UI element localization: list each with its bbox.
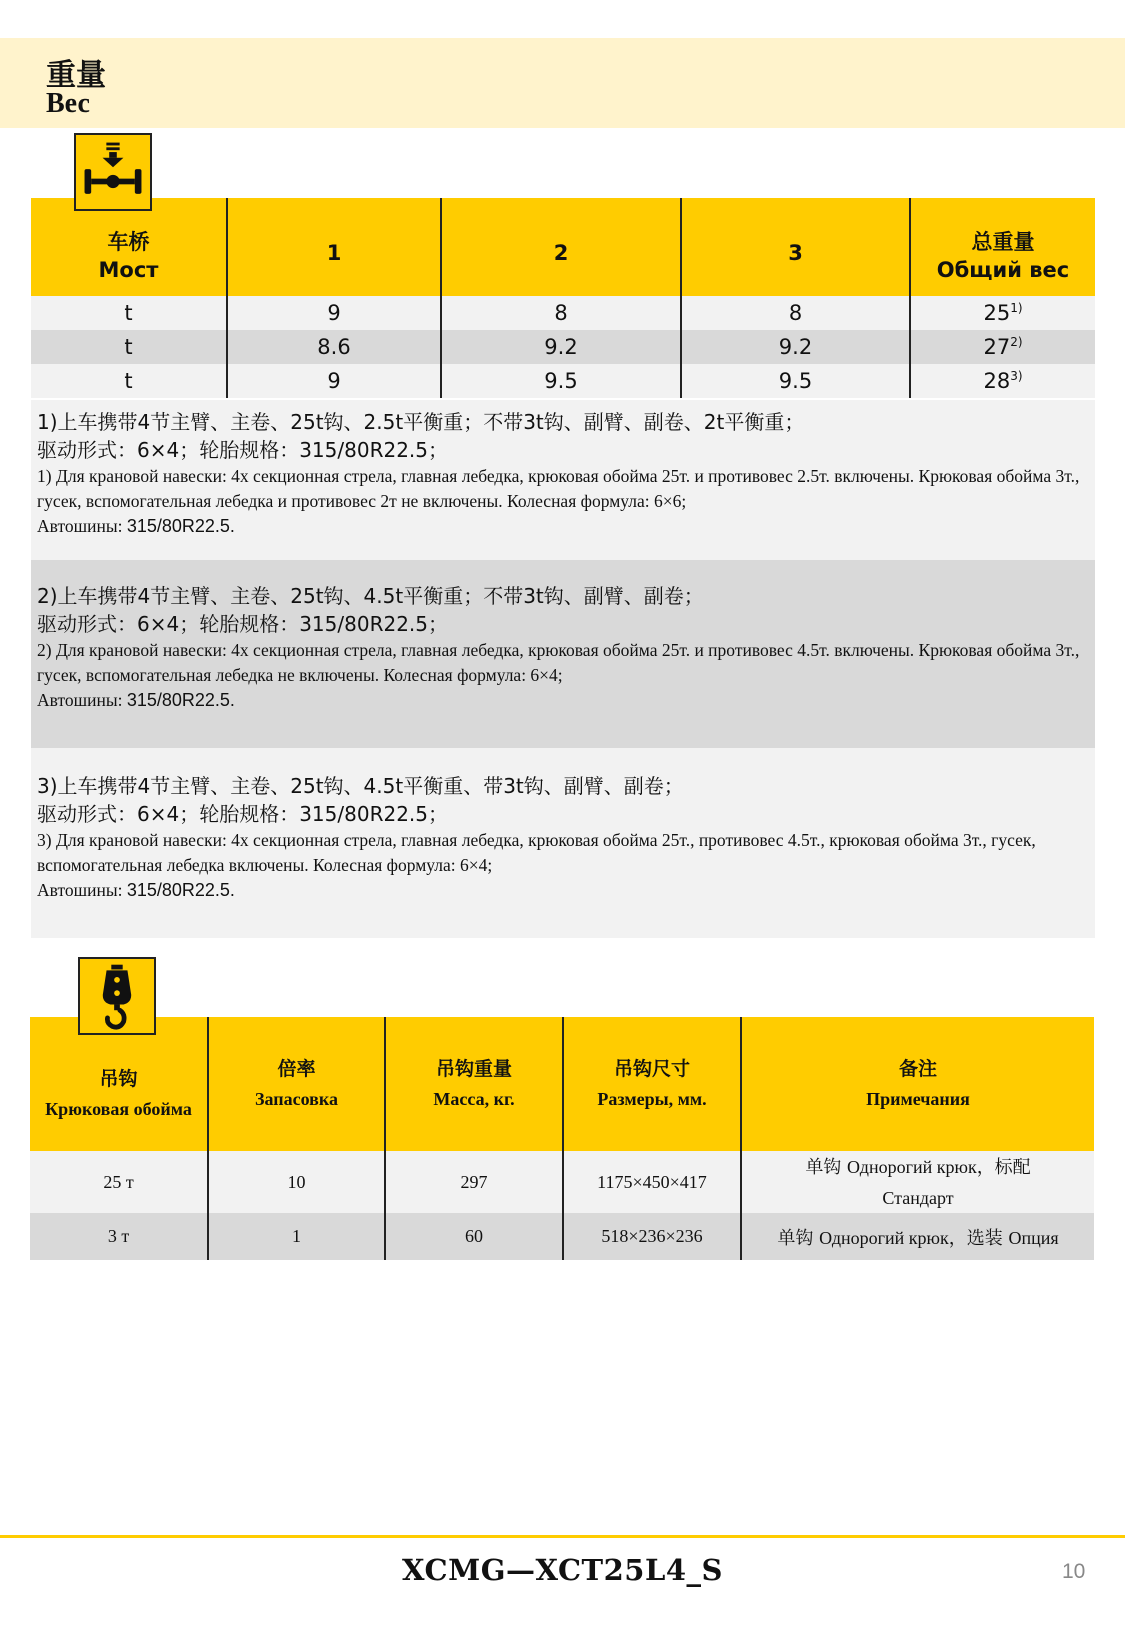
cell-axle-2: 9.2 — [441, 330, 681, 364]
note-1-cn-line2: 驱动形式：6×4；轮胎规格：315/80R22.5； — [37, 438, 448, 462]
cell-unit: t — [31, 330, 227, 364]
total-value: 28 — [983, 369, 1011, 393]
cell-total — [910, 330, 1095, 364]
note-3 — [31, 748, 1095, 938]
header-hook — [30, 1017, 208, 1151]
cell-axle-3: 9.2 — [681, 330, 910, 364]
note-3-ru — [37, 828, 1089, 903]
header-axle-cn: 车桥 — [107, 230, 150, 254]
hook-block-table — [30, 1017, 1094, 1260]
header-size-cn: 吊钩尺寸 — [613, 1058, 690, 1080]
page-title-cn: 重量 — [46, 58, 106, 93]
note-2-ru-text: 2) Для крановой навески: 4х секционная стрела, главная лебедка, крюковая обойма 25т. и противовес 4.5т. включены. Крюковая обойма 3т., гусек, вспомогательная лебедка не включены. Колесная формула: 6×4; — [37, 640, 1080, 685]
note-1-tires-label: Автошины: — [37, 516, 127, 536]
table-row — [30, 1151, 1094, 1213]
axle-table-header — [31, 198, 1095, 296]
remark-ru: Однорогий крюк — [819, 1227, 949, 1248]
cell-axle-1: 9 — [227, 296, 441, 330]
axle-weight-icon — [74, 133, 152, 211]
cell-axle-1: 9 — [227, 364, 441, 398]
cell-hook: 25 т — [30, 1151, 208, 1213]
header-hook-cn: 吊钩 — [99, 1068, 138, 1090]
cell-total — [910, 364, 1095, 398]
note-1-cn-line1: 1)上车携带4节主臂、主卷、25t钩、2.5t平衡重；不带3t钩、副臂、副卷、2t平衡重； — [37, 410, 805, 434]
note-2-cn-line1: 2)上车携带4节主臂、主卷、25t钩、4.5t平衡重；不带3t钩、副臂、副卷； — [37, 584, 704, 608]
page-number: 10 — [1062, 1560, 1086, 1583]
cell-size: 1175×450×417 — [563, 1151, 741, 1213]
note-3-tires-label: Автошины: — [37, 880, 127, 900]
header-total-weight — [910, 198, 1095, 296]
cell-mass: 60 — [385, 1213, 563, 1260]
remark-cn-option: ，选装 — [948, 1227, 1009, 1249]
note-3-cn-line2: 驱动形式：6×4；轮胎规格：315/80R22.5； — [37, 802, 448, 826]
cell-reeving: 10 — [208, 1151, 385, 1213]
header-remarks-cn: 备注 — [898, 1058, 937, 1080]
cell-total — [910, 296, 1095, 330]
header-reeving-cn: 倍率 — [277, 1058, 316, 1080]
remark-ru-option: Опция — [1008, 1227, 1059, 1248]
header-mass-ru: Масса, кг. — [433, 1089, 515, 1109]
cell-hook: 3 т — [30, 1213, 208, 1260]
total-value: 27 — [983, 335, 1011, 359]
remark-cn-option: ，标配 — [976, 1156, 1031, 1178]
total-value: 25 — [983, 301, 1011, 325]
header-remarks-ru: Примечания — [866, 1089, 970, 1109]
header-axle-1: 1 — [227, 198, 441, 296]
cell-axle-1: 8.6 — [227, 330, 441, 364]
note-3-ru-text: 3) Для крановой навески: 4х секционная стрела, главная лебедка, крюковая обойма 25т., противовес 4.5т., крюковая обойма 3т., гусек, вспомогательная лебедка включены. Колесная формула: 6×4; — [37, 830, 1036, 875]
header-axle-3: 3 — [681, 198, 910, 296]
note-1-tires-value: 315/80R22.5. — [126, 516, 235, 536]
note-3-cn-line1: 3)上车携带4节主臂、主卷、25t钩、4.5t平衡重、带3t钩、副臂、副卷； — [37, 774, 684, 798]
cell-remark — [741, 1151, 1094, 1213]
hook-table-header — [30, 1017, 1094, 1151]
cell-axle-2: 8 — [441, 296, 681, 330]
remark-ru: Однорогий крюк — [847, 1156, 977, 1177]
header-size-ru: Размеры, мм. — [597, 1089, 707, 1109]
header-remarks — [741, 1017, 1094, 1151]
axle-load-table — [31, 198, 1095, 398]
footer-divider — [0, 1535, 1125, 1538]
header-reeving — [208, 1017, 385, 1151]
note-2-ru — [37, 638, 1089, 713]
note-3-tires-value: 315/80R22.5. — [126, 880, 235, 900]
crane-hook-icon — [78, 957, 156, 1035]
cell-mass: 297 — [385, 1151, 563, 1213]
cell-reeving: 1 — [208, 1213, 385, 1260]
remark-ru-option: Стандарт — [882, 1187, 954, 1208]
note-2-tires-value: 315/80R22.5. — [126, 690, 235, 710]
header-total-cn: 总重量 — [971, 230, 1035, 254]
cell-axle-2: 9.5 — [441, 364, 681, 398]
cell-axle-3: 8 — [681, 296, 910, 330]
header-band — [0, 38, 1125, 128]
remark-cn: 单钩 — [805, 1156, 848, 1178]
table-row — [30, 1213, 1094, 1260]
note-1 — [31, 400, 1095, 560]
cell-unit: t — [31, 296, 227, 330]
remark-cn: 单钩 — [777, 1227, 820, 1249]
cell-axle-3: 9.5 — [681, 364, 910, 398]
header-hook-ru: Крюковая обойма — [45, 1099, 192, 1119]
header-axle-ru: Мост — [98, 258, 159, 282]
cell-remark — [741, 1213, 1094, 1260]
note-2-tires-label: Автошины: — [37, 690, 127, 710]
footnote-ref: 3) — [1010, 369, 1023, 383]
note-1-ru-text: 1) Для крановой навески: 4х секционная стрела, главная лебедка, крюковая обойма 25т. и противовес 2.5т. включены. Крюковая обойма 3т., гусек, вспомогательная лебедка и противовес 2т не включены. Колесная формула: 6×6; — [37, 466, 1080, 511]
footnote-ref: 2) — [1010, 335, 1023, 349]
header-reeving-ru: Запасовка — [255, 1089, 338, 1109]
table-row — [31, 330, 1095, 364]
footer-model: XCMG—XCT25L4_S — [402, 1553, 723, 1587]
note-2-cn-line2: 驱动形式：6×4；轮胎规格：315/80R22.5； — [37, 612, 448, 636]
cell-unit: t — [31, 364, 227, 398]
table-row — [31, 296, 1095, 330]
footnote-ref: 1) — [1010, 301, 1023, 315]
note-2 — [31, 560, 1095, 748]
header-mass — [385, 1017, 563, 1151]
header-axle — [31, 198, 227, 296]
header-total-ru: Общий вес — [936, 258, 1070, 282]
table-row — [31, 364, 1095, 398]
cell-size: 518×236×236 — [563, 1213, 741, 1260]
note-1-ru — [37, 464, 1089, 539]
header-axle-2: 2 — [441, 198, 681, 296]
header-mass-cn: 吊钩重量 — [435, 1058, 512, 1080]
page-title-ru: Вес — [46, 88, 90, 119]
header-size — [563, 1017, 741, 1151]
